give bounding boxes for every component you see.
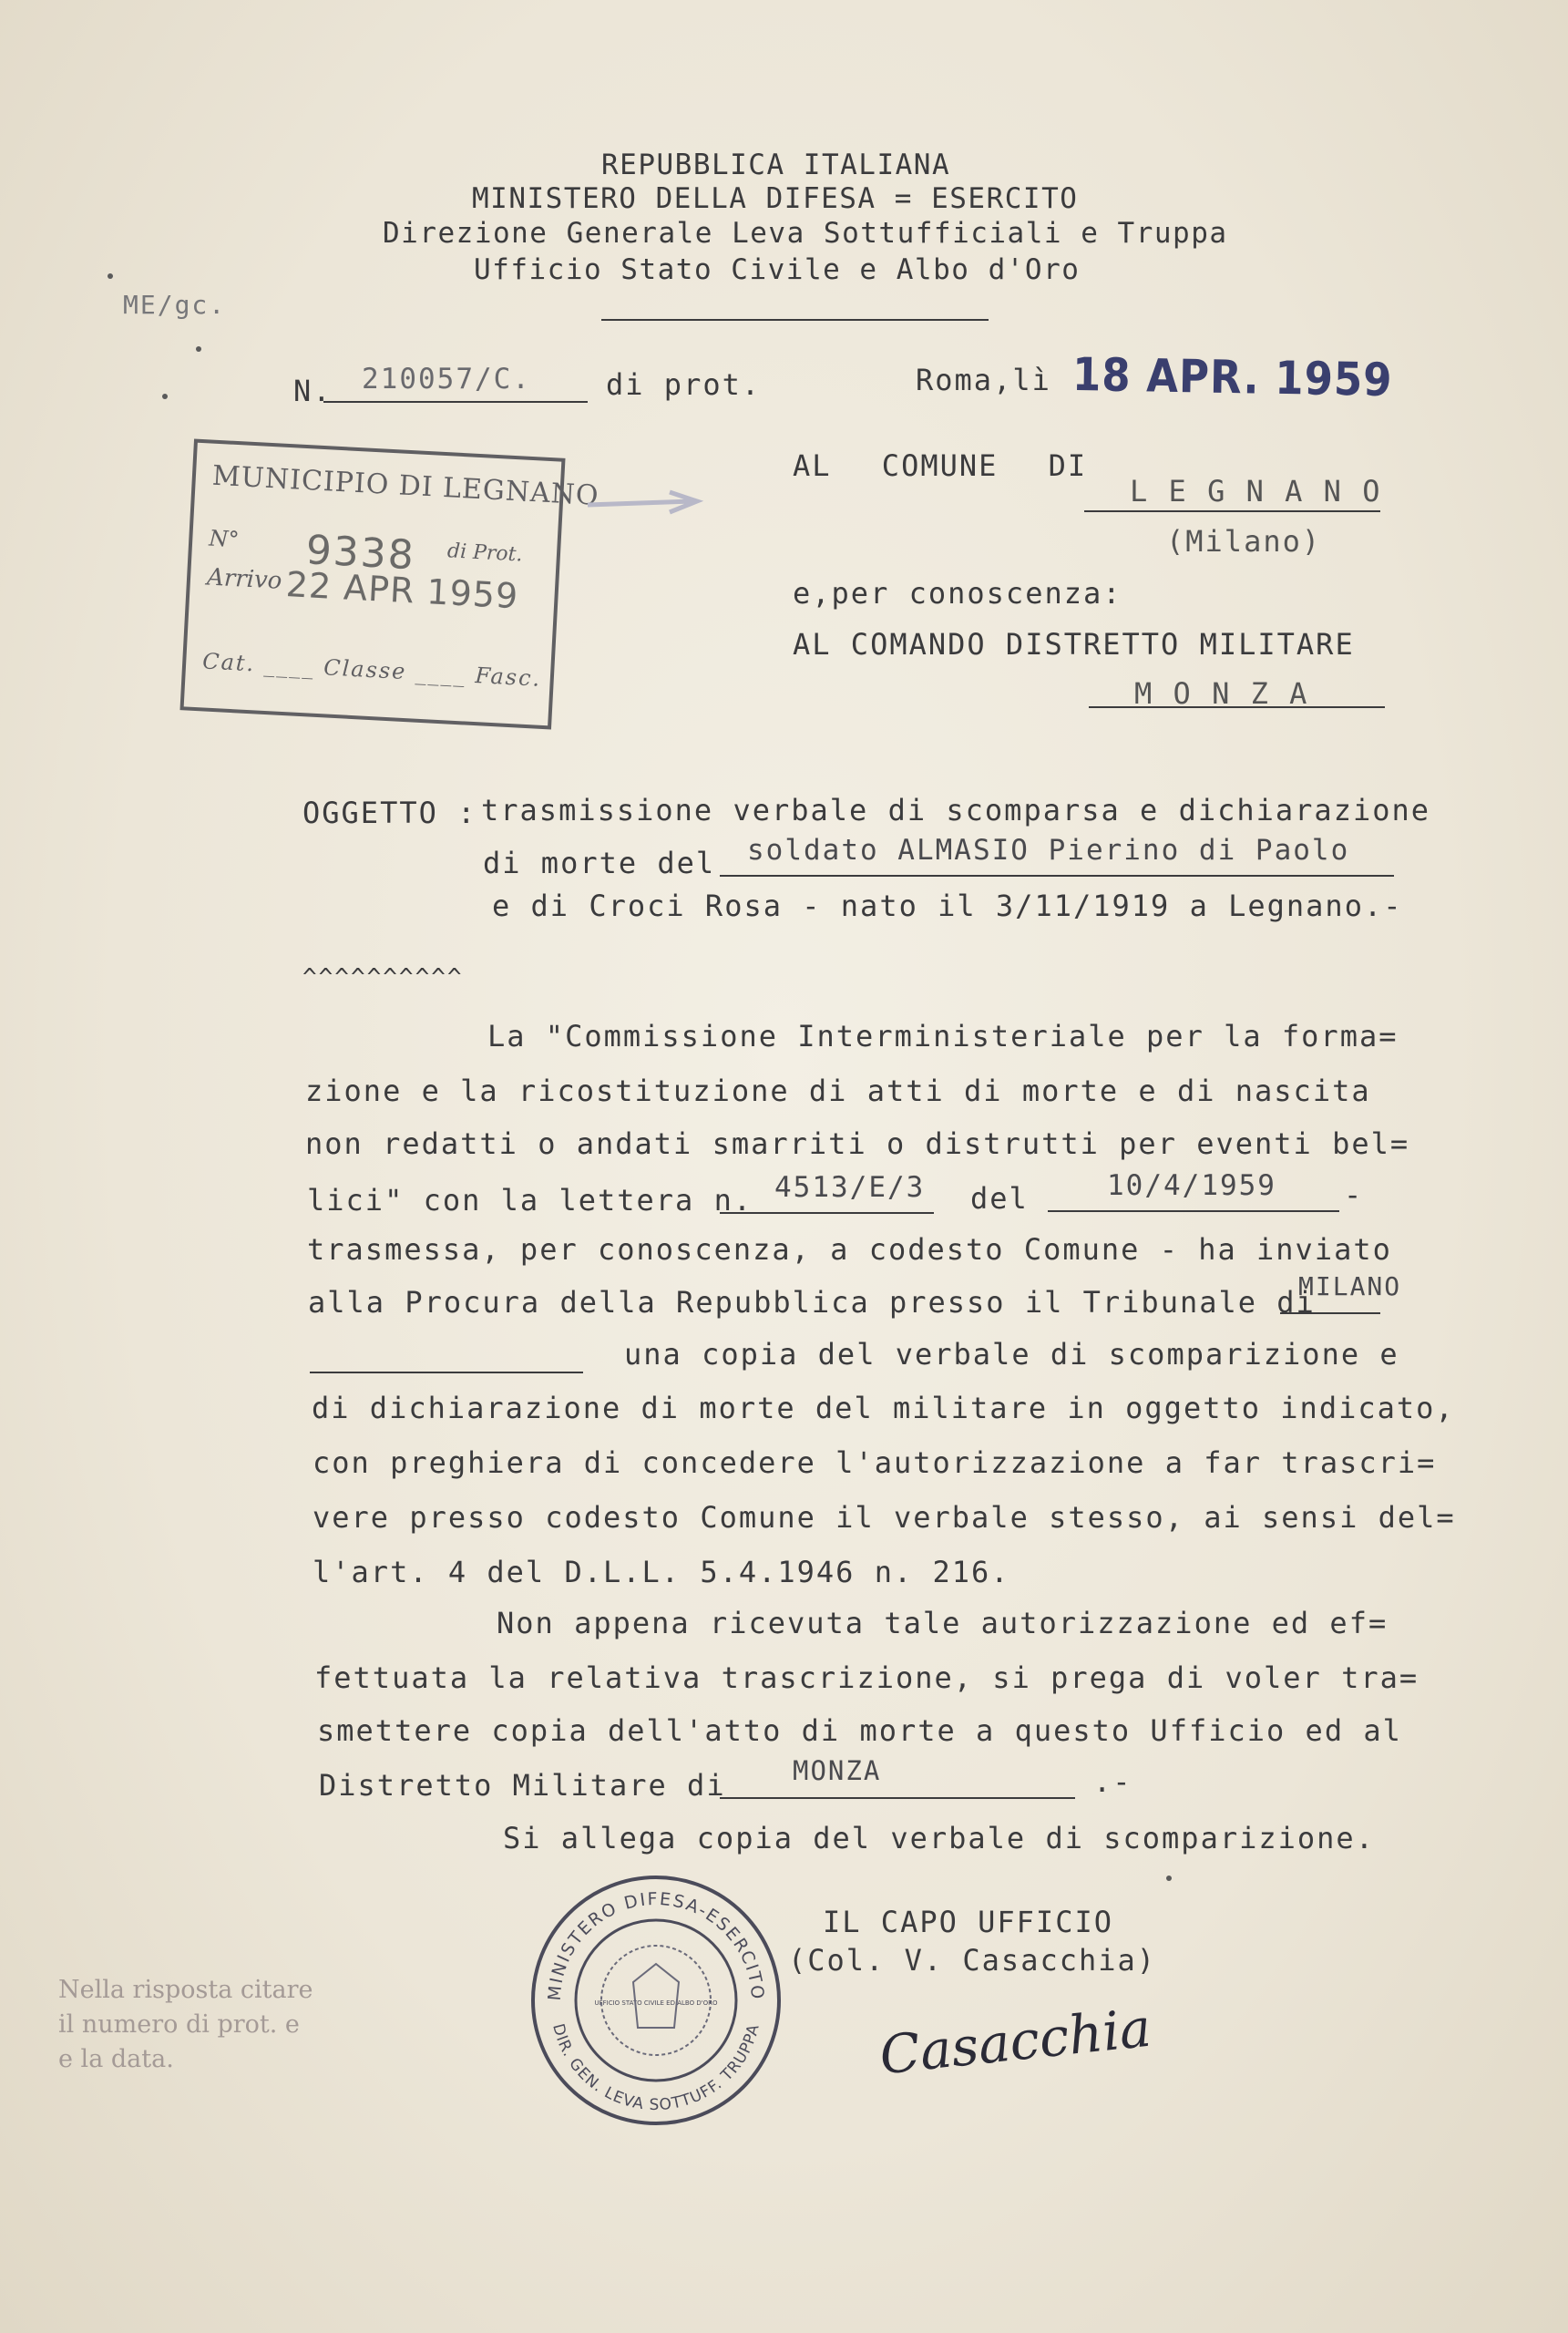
received-stamp (179, 439, 600, 730)
letter-number-rule (720, 1212, 934, 1214)
reply-note-line2: il numero di prot. e (58, 2010, 300, 2039)
body-p1-line1: La "Commissione Interministeriale per la forma= (487, 1019, 1399, 1053)
received-stamp-title: MUNICIPIO DI LEGNANO (211, 459, 600, 512)
letter-date: 10/4/1959 (1107, 1169, 1276, 1202)
pencil-mark (108, 273, 113, 279)
subject-separator: ^^^^^^^^^^ (302, 964, 464, 992)
date-stamp: 18 APR. 1959 (1071, 347, 1394, 407)
body-p2-line2: fettuata la relativa trascrizione, si prega di voler tra= (314, 1660, 1419, 1695)
body-p1-line5: trasmessa, per conoscenza, a codesto Comune - ha inviato (307, 1232, 1392, 1267)
seal-ring-bottom: DIR. GEN. LEVA SOTTUFF. TRUPPA (548, 2021, 764, 2115)
cc-label: e,per conoscenza: (793, 576, 1122, 611)
letter-date-rule (1048, 1210, 1339, 1212)
header-ministry: MINISTERO DELLA DIFESA = ESERCITO (472, 182, 1079, 215)
body-p2-line3: smettere copia dell'atto di morte a questo Ufficio ed al (317, 1713, 1402, 1748)
header-directorate: Direzione Generale Leva Sottufficiali e Truppa (383, 217, 1228, 250)
body-p1-line11: l'art. 4 del D.L.L. 5.4.1946 n. 216. (313, 1555, 1010, 1589)
official-seal (524, 1868, 788, 2133)
signature-text: Casacchia (876, 1996, 1154, 2087)
received-stamp-prot-label: di Prot. (446, 540, 524, 567)
subject-line1: trasmissione verbale di scomparsa e dichiarazione (481, 793, 1431, 827)
body-p1-line2: zione e la ricostituzione di atti di morte e di nascita (305, 1074, 1371, 1108)
body-p1-line8: di dichiarazione di morte del militare in oggetto indicato, (312, 1391, 1455, 1425)
body-p1-line4c: - (1344, 1177, 1364, 1212)
body-p1-line4b: del (970, 1181, 1029, 1216)
pencil-mark (1166, 1876, 1172, 1881)
handwritten-signature (870, 1991, 1162, 2091)
received-stamp-footer: Cat. ____ Classe ____ Fasc. (201, 648, 542, 692)
signature-title: IL CAPO UFFICIO (823, 1905, 1113, 1939)
cc-city: M O N Z A (1134, 676, 1309, 711)
blank-rule (310, 1372, 583, 1373)
body-p2-line4a: Distretto Militare di (319, 1768, 726, 1803)
signature-name: (Col. V. Casacchia) (788, 1943, 1157, 1978)
received-stamp-n-label: N° (208, 525, 241, 553)
subject-line2-rule (720, 875, 1394, 877)
body-p2-line4b: .- (1093, 1764, 1132, 1799)
svg-text:DIR. GEN. LEVA SOTTUFF. TRUPPA (548, 2022, 764, 2115)
reply-note (58, 1973, 313, 2077)
protocol-number: 210057/C. (362, 363, 531, 396)
body-p2-line1: Non appena ricevuta tale autorizzazione ed ef= (497, 1606, 1389, 1640)
body-p1-line3: non redatti o andati smarriti o distrutti per eventi bel= (305, 1126, 1410, 1161)
protocol-suffix: di prot. (606, 367, 762, 402)
letter-number: 4513/E/3 (774, 1171, 926, 1204)
body-p1-line9: con preghiera di concedere l'autorizzazione a far trascri= (313, 1445, 1437, 1480)
reply-note-line1: Nella risposta citare (58, 1976, 313, 2004)
cc-city-rule (1089, 706, 1385, 708)
date-place: Roma,lì (916, 363, 1051, 397)
pencil-mark (196, 346, 201, 352)
body-p1-line6a: alla Procura della Repubblica presso il Tribunale di (308, 1285, 1316, 1320)
recipient-province: (Milano) (1166, 524, 1322, 559)
protocol-number-field (323, 401, 588, 403)
header-rule (601, 319, 989, 321)
received-stamp-number: 9338 (304, 527, 417, 580)
subject-line2-prefix: di morte del (483, 846, 716, 880)
body-p3: Si allega copia del verbale di scomparizione. (503, 1821, 1375, 1855)
subject-soldier: soldato ALMASIO Pierino di Paolo (747, 834, 1350, 867)
pencil-mark (162, 394, 168, 399)
header-republic: REPUBBLICA ITALIANA (601, 149, 951, 181)
protocol-prefix: N. (293, 374, 333, 408)
cc-recipient: AL COMANDO DISTRETTO MILITARE (793, 627, 1355, 662)
seal-ring-top: MINISTERO DIFESA-ESERCITO (544, 1888, 768, 2002)
body-p1-line10: vere presso codesto Comune il verbale stesso, ai sensi del= (313, 1500, 1456, 1535)
body-p1-line7: una copia del verbale di scomparizione e (624, 1337, 1399, 1372)
reply-note-line3: e la data. (58, 2045, 174, 2073)
recipient-to-label: AL COMUNE DI (793, 448, 1088, 483)
district-city: MONZA (793, 1755, 882, 1786)
body-p1-line4a: lici" con la lettera n. (307, 1183, 753, 1218)
tribunal-city-rule (1280, 1312, 1380, 1314)
seal-inner-text: UFFICIO STATO CIVILE ED ALBO D'ORO (594, 1999, 718, 2007)
tribunal-city: MILANO (1298, 1271, 1402, 1301)
reference-initials: ME/gc. (123, 290, 227, 320)
subject-line3: e di Croci Rosa - nato il 3/11/1919 a Legnano.- (492, 889, 1403, 923)
received-stamp-date: 22 APR 1959 (284, 564, 520, 617)
recipient-city-rule (1084, 510, 1380, 512)
pencil-arrow (583, 485, 711, 521)
recipient-city: L E G N A N O (1130, 474, 1382, 509)
header-office: Ufficio Stato Civile e Albo d'Oro (474, 253, 1081, 286)
received-stamp-arrivo-label: Arrivo (206, 563, 283, 595)
subject-label: OGGETTO : (302, 796, 477, 830)
district-city-rule (720, 1797, 1075, 1799)
